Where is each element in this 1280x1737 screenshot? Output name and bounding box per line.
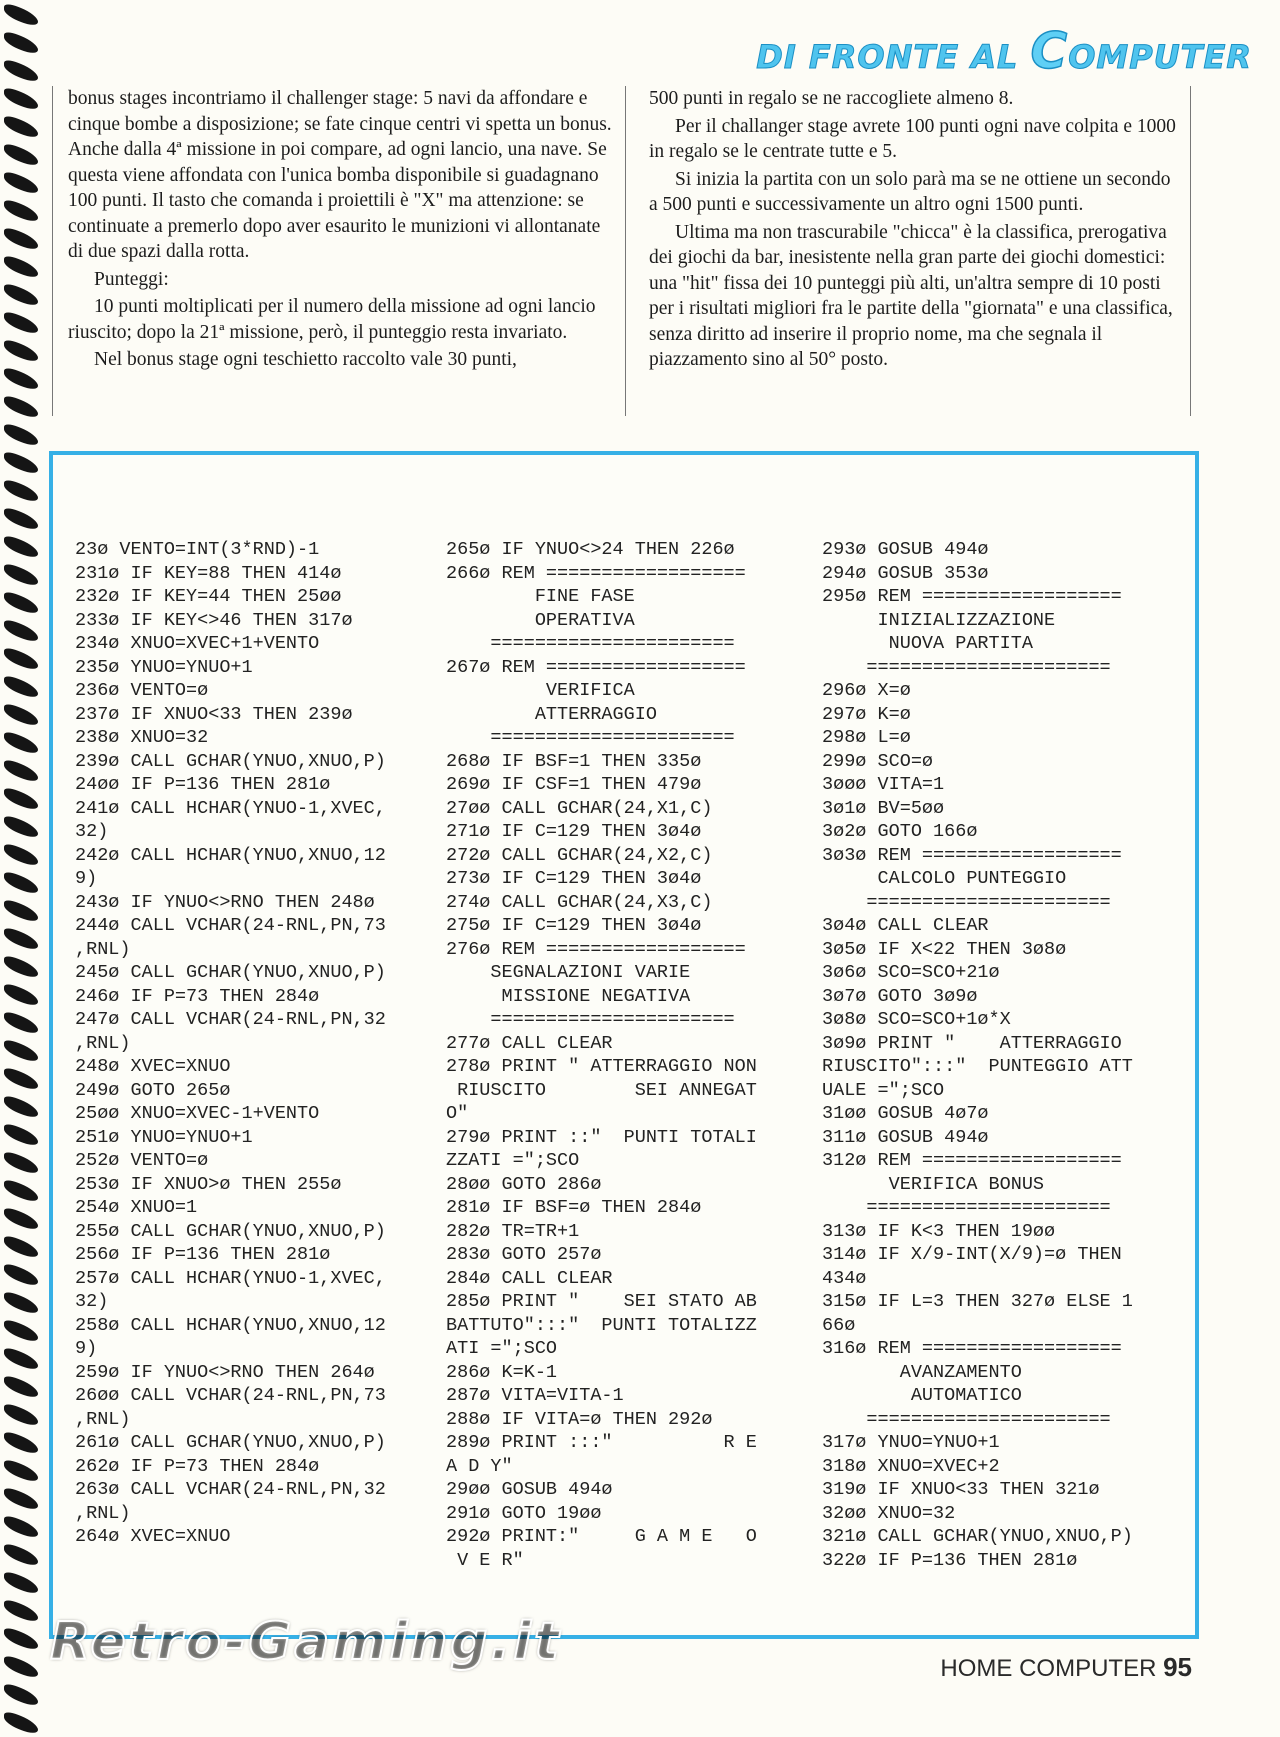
code-line: INIZIALIZZAZIONE [822, 609, 1056, 631]
spiral-coil [4, 1541, 38, 1569]
code-line: 294ø GOSUB 353ø [822, 562, 989, 584]
code-line: VERIFICA [446, 680, 635, 701]
code-line: ZZATI =";SCO [446, 1150, 580, 1171]
code-line: 234ø XNUO=XVEC+1+VENTO [75, 633, 320, 654]
spiral-coil [4, 169, 38, 197]
code-line: 314ø IF X/9-INT(X/9)=ø THEN [822, 1244, 1122, 1265]
code-line: 281ø IF BSF=ø THEN 284ø [446, 1197, 702, 1218]
code-line: 23ø VENTO=INT(3*RND)-1 [75, 539, 320, 560]
article-column-left [68, 86, 614, 375]
spiral-coil [4, 505, 38, 533]
spiral-coil [4, 1289, 38, 1317]
code-line: 265ø IF YNUO<>24 THEN 226ø [446, 539, 735, 560]
code-column-1 [75, 538, 386, 1549]
spiral-coil [4, 225, 38, 253]
code-line: SEGNALAZIONI VARIE [446, 962, 691, 983]
code-line: 244ø CALL VCHAR(24-RNL,PN,73 [75, 915, 386, 936]
magazine-footer [940, 1652, 1192, 1683]
code-line: 292ø PRINT:" G A M E O [446, 1526, 757, 1547]
spiral-coil [4, 57, 38, 85]
spiral-coil [4, 449, 38, 477]
code-column-2 [446, 538, 757, 1572]
code-line: 282ø TR=TR+1 [446, 1220, 580, 1242]
spiral-coil [4, 1597, 38, 1625]
spiral-coil [4, 1513, 38, 1541]
code-line: 293ø GOSUB 494ø [822, 539, 989, 560]
code-line: 269ø IF CSF=1 THEN 479ø [446, 774, 702, 795]
spiral-coil [4, 673, 38, 701]
code-line: ====================== [822, 891, 1111, 913]
spiral-coil [4, 841, 38, 869]
spiral-binding [0, 0, 46, 1732]
column-rule-right [1190, 86, 1191, 416]
code-line: 29øø GOSUB 494ø [446, 1479, 613, 1500]
spiral-coil [4, 1177, 38, 1205]
code-line: 3ø9ø PRINT " ATTERRAGGIO [822, 1032, 1122, 1054]
code-line: 256ø IF P=136 THEN 281ø [75, 1244, 331, 1265]
header-prefix: DI FRONTE AL [756, 38, 1031, 76]
code-line: 231ø IF KEY=88 THEN 414ø [75, 562, 342, 584]
code-line: ====================== [822, 1197, 1111, 1218]
page-number: 95 [1163, 1652, 1192, 1682]
code-line: 3ø3ø REM ================== [822, 844, 1122, 866]
code-line: 279ø PRINT ::" PUNTI TOTALI [446, 1126, 757, 1148]
code-line: A D Y" [446, 1455, 513, 1477]
column-rule-left [52, 86, 53, 416]
spiral-coil [4, 1485, 38, 1513]
code-line: V E R" [446, 1549, 524, 1571]
code-line: 296ø X=ø [822, 680, 911, 701]
watermark-logo: Retro-Gaming.it [50, 1612, 562, 1672]
header-big-letter: C [1030, 22, 1069, 80]
code-line: 251ø YNUO=YNUO+1 [75, 1126, 253, 1148]
spiral-coil [4, 421, 38, 449]
section-header [756, 22, 1252, 80]
code-line: 24øø IF P=136 THEN 281ø [75, 774, 331, 795]
paragraph: bonus stages incontriamo il challenger stage: 5 navi da affondare e cinque bombe a disposizione; se fate cinque centri vi spetta un bonus. Anche dalla 4ª missione in poi compare, ad ogni lancio, una nave. Se questa viene affondata con l'unica bomba disponibile si guadagnano 100 punti. Il tasto che comanda i proiettili è "X" ma attenzione: se continuate a premerlo dopo aver esaurito le munizioni vi allontanate di due spazi dalla rotta. [68, 88, 612, 262]
spiral-coil [4, 869, 38, 897]
code-line: 247ø CALL VCHAR(24-RNL,PN,32 [75, 1009, 386, 1030]
spiral-coil [4, 1065, 38, 1093]
code-line: 273ø IF C=129 THEN 3ø4ø [446, 868, 702, 889]
spiral-coil [4, 1569, 38, 1597]
spiral-coil [4, 309, 38, 337]
code-line: 284ø CALL CLEAR [446, 1267, 613, 1289]
code-line: 286ø K=K-1 [446, 1361, 558, 1383]
spiral-coil [4, 1373, 38, 1401]
paragraph: 500 punti in regalo se ne raccogliete almeno 8. [649, 88, 1014, 109]
column-rule-middle [625, 86, 626, 416]
code-line: 249ø GOTO 265ø [75, 1079, 231, 1101]
code-line: 291ø GOTO 19øø [446, 1502, 602, 1524]
code-line: 3øøø VITA=1 [822, 774, 945, 795]
code-line: RIUSCITO":::" PUNTEGGIO ATT [822, 1056, 1133, 1077]
code-line: 322ø IF P=136 THEN 281ø [822, 1549, 1078, 1571]
magazine-name: HOME COMPUTER [940, 1655, 1164, 1682]
spiral-coil [4, 1149, 38, 1177]
code-line: NUOVA PARTITA [822, 633, 1033, 654]
spiral-coil [4, 1457, 38, 1485]
code-line: 245ø CALL GCHAR(YNUO,XNUO,P) [75, 962, 386, 983]
spiral-coil [4, 897, 38, 925]
code-line: 243ø IF YNUO<>RNO THEN 248ø [75, 891, 375, 913]
spiral-coil [4, 813, 38, 841]
spiral-coil [4, 589, 38, 617]
spiral-coil [4, 1, 38, 29]
code-line: 313ø IF K<3 THEN 19øø [822, 1220, 1056, 1242]
code-line: 287ø VITA=VITA-1 [446, 1385, 624, 1406]
code-line: 434ø [822, 1267, 867, 1289]
spiral-coil [4, 1205, 38, 1233]
code-line: 246ø IF P=73 THEN 284ø [75, 985, 320, 1007]
code-line: 272ø CALL GCHAR(24,X2,C) [446, 844, 713, 866]
spiral-coil [4, 701, 38, 729]
spiral-coil [4, 533, 38, 561]
code-line: 3ø7ø GOTO 3ø9ø [822, 985, 978, 1007]
paragraph: Nel bonus stage ogni teschietto raccolto vale 30 punti, [94, 349, 517, 370]
code-line: BATTUTO":::" PUNTI TOTALIZZ [446, 1314, 757, 1336]
spiral-coil [4, 1317, 38, 1345]
code-line: 278ø PRINT " ATTERRAGGIO NON [446, 1056, 757, 1077]
code-line: 26øø CALL VCHAR(24-RNL,PN,73 [75, 1385, 386, 1406]
code-line: AVANZAMENTO [822, 1361, 1022, 1383]
code-line: ,RNL) [75, 938, 131, 960]
code-line: VERIFICA BONUS [822, 1173, 1045, 1195]
code-line: ====================== [446, 727, 735, 748]
code-line: 239ø CALL GCHAR(YNUO,XNUO,P) [75, 750, 386, 772]
code-line: 3ø2ø GOTO 166ø [822, 821, 978, 842]
spiral-coil [4, 85, 38, 113]
code-line: ====================== [446, 1009, 735, 1030]
code-line: 274ø CALL GCHAR(24,X3,C) [446, 891, 713, 913]
spiral-coil [4, 729, 38, 757]
code-line: 27øø CALL GCHAR(24,X1,C) [446, 797, 713, 819]
spiral-coil [4, 281, 38, 309]
article-text [52, 86, 1192, 416]
code-line: 3ø6ø SCO=SCO+21ø [822, 962, 1000, 983]
code-line: 267ø REM ================== [446, 656, 746, 678]
code-line: 9) [75, 1338, 98, 1359]
spiral-coil [4, 1681, 38, 1709]
code-line: 263ø CALL VCHAR(24-RNL,PN,32 [75, 1479, 386, 1500]
spiral-coil [4, 785, 38, 813]
code-line: 316ø REM ================== [822, 1338, 1122, 1359]
code-line: 32) [75, 821, 109, 842]
paragraph: Ultima ma non trascurabile "chicca" è la classifica, prerogativa dei giochi da bar, inesistente nella gran parte dei giochi domestici: una "hit" fissa dei 10 punteggi più alti, un'altra sempre di 10 posti per i risultati migliori fra le partite della "giornata" e una classifica, senza diritto ad inserire il proprio nome, ma che segnala il piazzamento sino al 50° posto. [649, 221, 1173, 370]
code-line: 66ø [822, 1314, 856, 1336]
paragraph: Punteggi: [94, 268, 169, 290]
code-line: 232ø IF KEY=44 THEN 25øø [75, 586, 342, 607]
spiral-coil [4, 1233, 38, 1261]
code-line: 317ø YNUO=YNUO+1 [822, 1432, 1000, 1453]
code-line: 237ø IF XNUO<33 THEN 239ø [75, 703, 353, 725]
code-line: ====================== [446, 633, 735, 654]
code-line: 264ø XVEC=XNUO [75, 1526, 231, 1547]
spiral-coil [4, 1093, 38, 1121]
spiral-coil [4, 1709, 38, 1737]
code-line: AUTOMATICO [822, 1385, 1022, 1406]
code-line: 3ø8ø SCO=SCO+1ø*X [822, 1009, 1011, 1030]
code-line: CALCOLO PUNTEGGIO [822, 868, 1067, 889]
code-line: ,RNL) [75, 1502, 131, 1524]
code-line: O" [446, 1103, 469, 1124]
code-line: 9) [75, 868, 98, 889]
code-line: OPERATIVA [446, 609, 635, 631]
spiral-coil [4, 477, 38, 505]
code-line: 242ø CALL HCHAR(YNUO,XNUO,12 [75, 844, 386, 866]
code-line: 235ø YNUO=YNUO+1 [75, 656, 253, 678]
spiral-coil [4, 981, 38, 1009]
code-line: UALE =";SCO [822, 1079, 945, 1101]
spiral-coil [4, 1037, 38, 1065]
code-line: 295ø REM ================== [822, 586, 1122, 607]
paragraph: Si inizia la partita con un solo parà ma se ne ottiene un secondo a 500 punti e successivamente un altro ogni 1500 punti. [649, 168, 1171, 215]
code-line: 28øø GOTO 286ø [446, 1173, 602, 1195]
code-line: 253ø IF XNUO>ø THEN 255ø [75, 1173, 342, 1195]
code-line: 252ø VENTO=ø [75, 1150, 209, 1171]
code-line: 266ø REM ================== [446, 562, 746, 584]
code-line: ====================== [822, 1408, 1111, 1430]
code-line: 297ø K=ø [822, 703, 911, 725]
code-line: 315ø IF L=3 THEN 327ø ELSE 1 [822, 1291, 1133, 1312]
code-line: 262ø IF P=73 THEN 284ø [75, 1455, 320, 1477]
spiral-coil [4, 141, 38, 169]
code-line: FINE FASE [446, 586, 635, 607]
code-line: 271ø IF C=129 THEN 3ø4ø [446, 821, 702, 842]
paragraph: 10 punti moltiplicati per il numero della missione ad ogni lancio riuscito; dopo la 21ª missione, però, il punteggio resta invariato. [68, 296, 596, 343]
code-line: 255ø CALL GCHAR(YNUO,XNUO,P) [75, 1220, 386, 1242]
code-line: 254ø XNUO=1 [75, 1197, 198, 1218]
code-line: 321ø CALL GCHAR(YNUO,XNUO,P) [822, 1526, 1133, 1547]
code-line: 258ø CALL HCHAR(YNUO,XNUO,12 [75, 1314, 386, 1336]
spiral-coil [4, 1625, 38, 1653]
paragraph: Per il challanger stage avrete 100 punti ogni nave colpita e 1000 in regalo se le centrate tutte e 5. [649, 115, 1176, 162]
spiral-coil [4, 1401, 38, 1429]
code-line: 32) [75, 1291, 109, 1312]
spiral-coil [4, 365, 38, 393]
spiral-coil [4, 337, 38, 365]
code-line: 283ø GOTO 257ø [446, 1244, 602, 1265]
code-line: 31øø GOSUB 4ø7ø [822, 1103, 989, 1124]
code-line: ATTERRAGGIO [446, 703, 657, 725]
spiral-coil [4, 113, 38, 141]
spiral-coil [4, 1121, 38, 1149]
code-line: 238ø XNUO=32 [75, 727, 209, 748]
spiral-coil [4, 393, 38, 421]
spiral-coil [4, 253, 38, 281]
article-column-right [649, 86, 1179, 375]
code-line: 25øø XNUO=XVEC-1+VENTO [75, 1103, 320, 1124]
code-line: 311ø GOSUB 494ø [822, 1126, 989, 1148]
code-line: 3ø5ø IF X<22 THEN 3ø8ø [822, 938, 1067, 960]
spiral-coil [4, 925, 38, 953]
spiral-coil [4, 645, 38, 673]
spiral-coil [4, 197, 38, 225]
code-line: 241ø CALL HCHAR(YNUO-1,XVEC, [75, 797, 386, 819]
code-line: 257ø CALL HCHAR(YNUO-1,XVEC, [75, 1267, 386, 1289]
spiral-coil [4, 757, 38, 785]
code-line: ,RNL) [75, 1032, 131, 1054]
code-line: 248ø XVEC=XNUO [75, 1056, 231, 1077]
spiral-coil [4, 1345, 38, 1373]
code-line: 3ø4ø CALL CLEAR [822, 915, 989, 936]
code-line: 312ø REM ================== [822, 1150, 1122, 1171]
code-line: 268ø IF BSF=1 THEN 335ø [446, 750, 702, 772]
code-line: ATI =";SCO [446, 1338, 558, 1359]
code-line: 259ø IF YNUO<>RNO THEN 264ø [75, 1361, 375, 1383]
code-line: ====================== [822, 656, 1111, 678]
spiral-coil [4, 1429, 38, 1457]
code-line: 276ø REM ================== [446, 938, 746, 960]
spiral-coil [4, 29, 38, 57]
code-line: 261ø CALL GCHAR(YNUO,XNUO,P) [75, 1432, 386, 1453]
code-line: 299ø SCO=ø [822, 750, 934, 772]
code-listing-box [49, 451, 1199, 1639]
header-rest: OMPUTER [1068, 38, 1252, 76]
code-line: 288ø IF VITA=ø THEN 292ø [446, 1408, 713, 1430]
spiral-coil [4, 1009, 38, 1037]
code-column-3 [822, 538, 1133, 1572]
code-line: 236ø VENTO=ø [75, 680, 209, 701]
spiral-coil [4, 617, 38, 645]
code-line: 275ø IF C=129 THEN 3ø4ø [446, 915, 702, 936]
code-line: 32øø XNUO=32 [822, 1502, 956, 1524]
code-line: ,RNL) [75, 1408, 131, 1430]
code-line: MISSIONE NEGATIVA [446, 985, 691, 1007]
code-line: 319ø IF XNUO<33 THEN 321ø [822, 1479, 1100, 1500]
code-line: 298ø L=ø [822, 727, 911, 748]
spiral-coil [4, 561, 38, 589]
spiral-coil [4, 953, 38, 981]
code-line: 289ø PRINT :::" R E [446, 1432, 757, 1453]
code-line: 318ø XNUO=XVEC+2 [822, 1455, 1000, 1477]
code-line: 233ø IF KEY<>46 THEN 317ø [75, 609, 353, 631]
code-line: RIUSCITO SEI ANNEGAT [446, 1079, 757, 1101]
code-line: 285ø PRINT " SEI STATO AB [446, 1291, 757, 1312]
spiral-coil [4, 1653, 38, 1681]
code-line: 3ø1ø BV=5øø [822, 797, 945, 819]
spiral-coil [4, 1261, 38, 1289]
code-line: 277ø CALL CLEAR [446, 1032, 613, 1054]
